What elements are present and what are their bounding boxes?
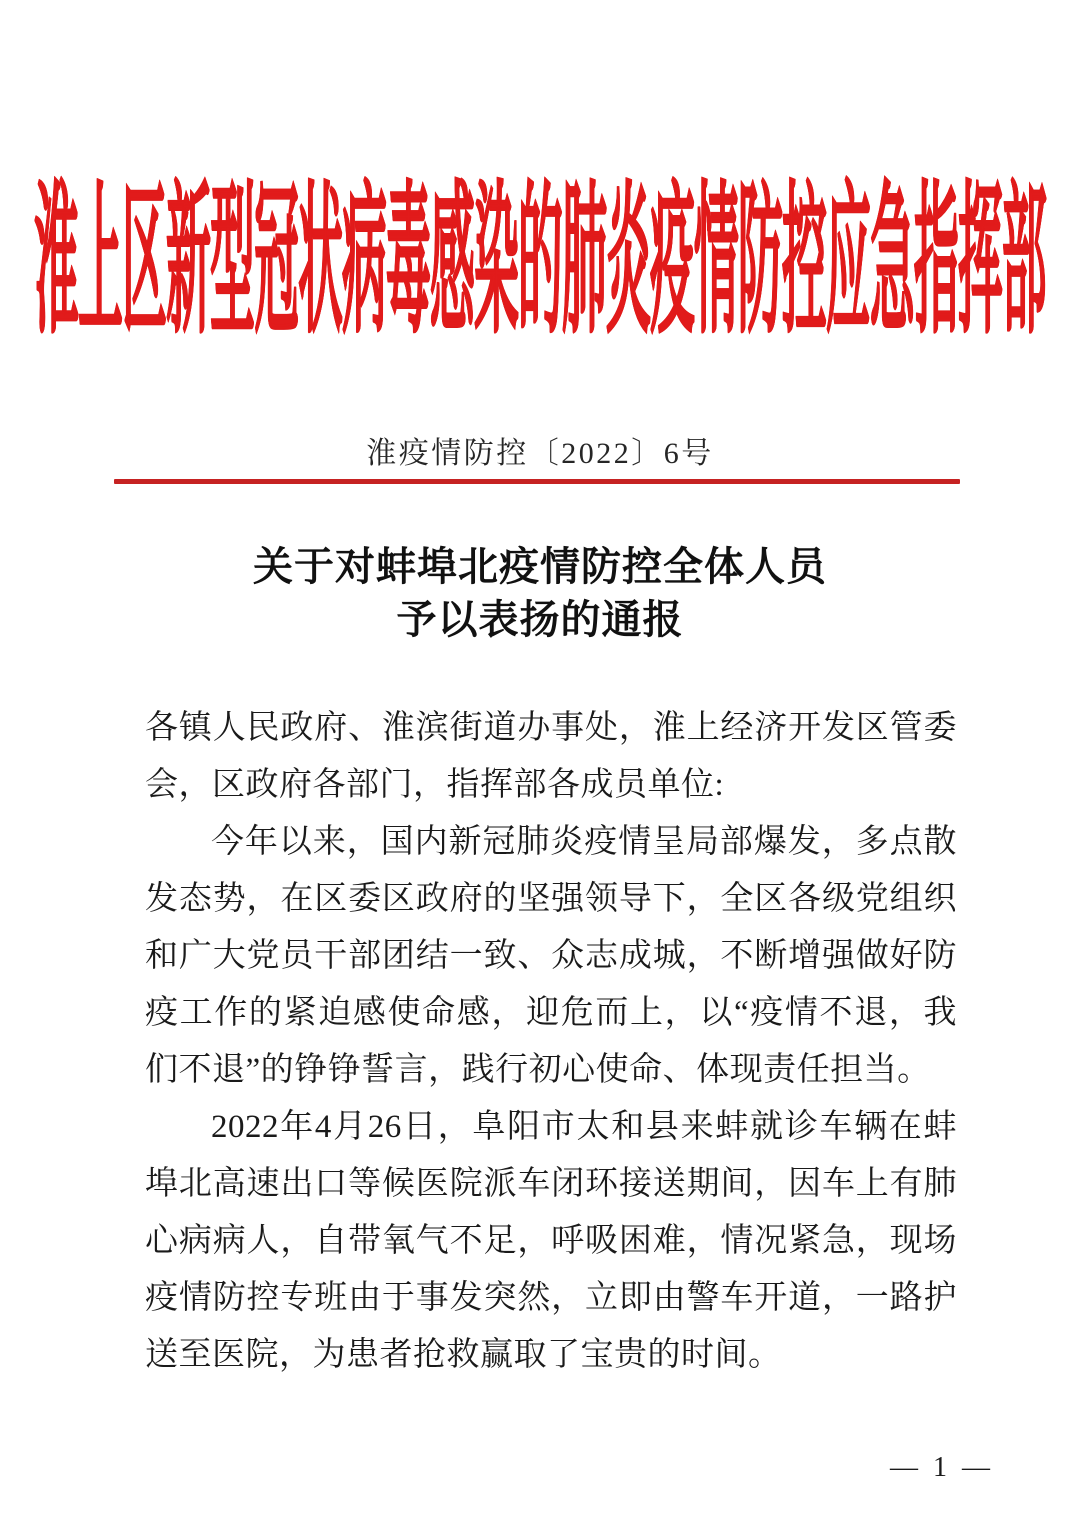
- salutation-paragraph: 各镇人民政府、淮滨街道办事处，淮上经济开发区管委会，区政府各部门，指挥部各成员单位:: [145, 710, 957, 803]
- document-body: [145, 700, 957, 1384]
- body-paragraph-1: 今年以来，国内新冠肺炎疫情呈局部爆发，多点散发态势，在区委区政府的坚强领导下，全区各级党组织和广大党员干部团结一致、众志成城，不断增强做好防疫工作的紧迫感使命感，迎危而上，以“疫情不退，我们不退”的铮铮誓言，践行初心使命、体现责任担当。: [145, 824, 957, 1088]
- page-title-line-1: 关于对蚌埠北疫情防控全体人员: [253, 544, 827, 589]
- masthead-title: 淮上区新型冠状病毒感染的肺炎疫情防控应急指挥部: [34, 172, 1046, 354]
- page-number: — 1 —: [890, 1452, 994, 1483]
- page-title: [0, 540, 1080, 646]
- document-number: 淮疫情防控〔2022〕6号: [366, 437, 714, 470]
- page-title-line-2: 予以表扬的通报: [396, 597, 684, 642]
- red-separator-rule: [114, 479, 960, 484]
- body-paragraph-2: 2022年4月26日，阜阳市太和县来蚌就诊车辆在蚌埠北高速出口等候医院派车闭环接送期间，因车上有肺心病病人，自带氧气不足，呼吸困难，情况紧急，现场疫情防控专班由于事发突然，立即由警车开道，一路护送至医院，为患者抢救赢取了宝贵的时间。: [145, 1109, 957, 1373]
- masthead: [0, 172, 1080, 354]
